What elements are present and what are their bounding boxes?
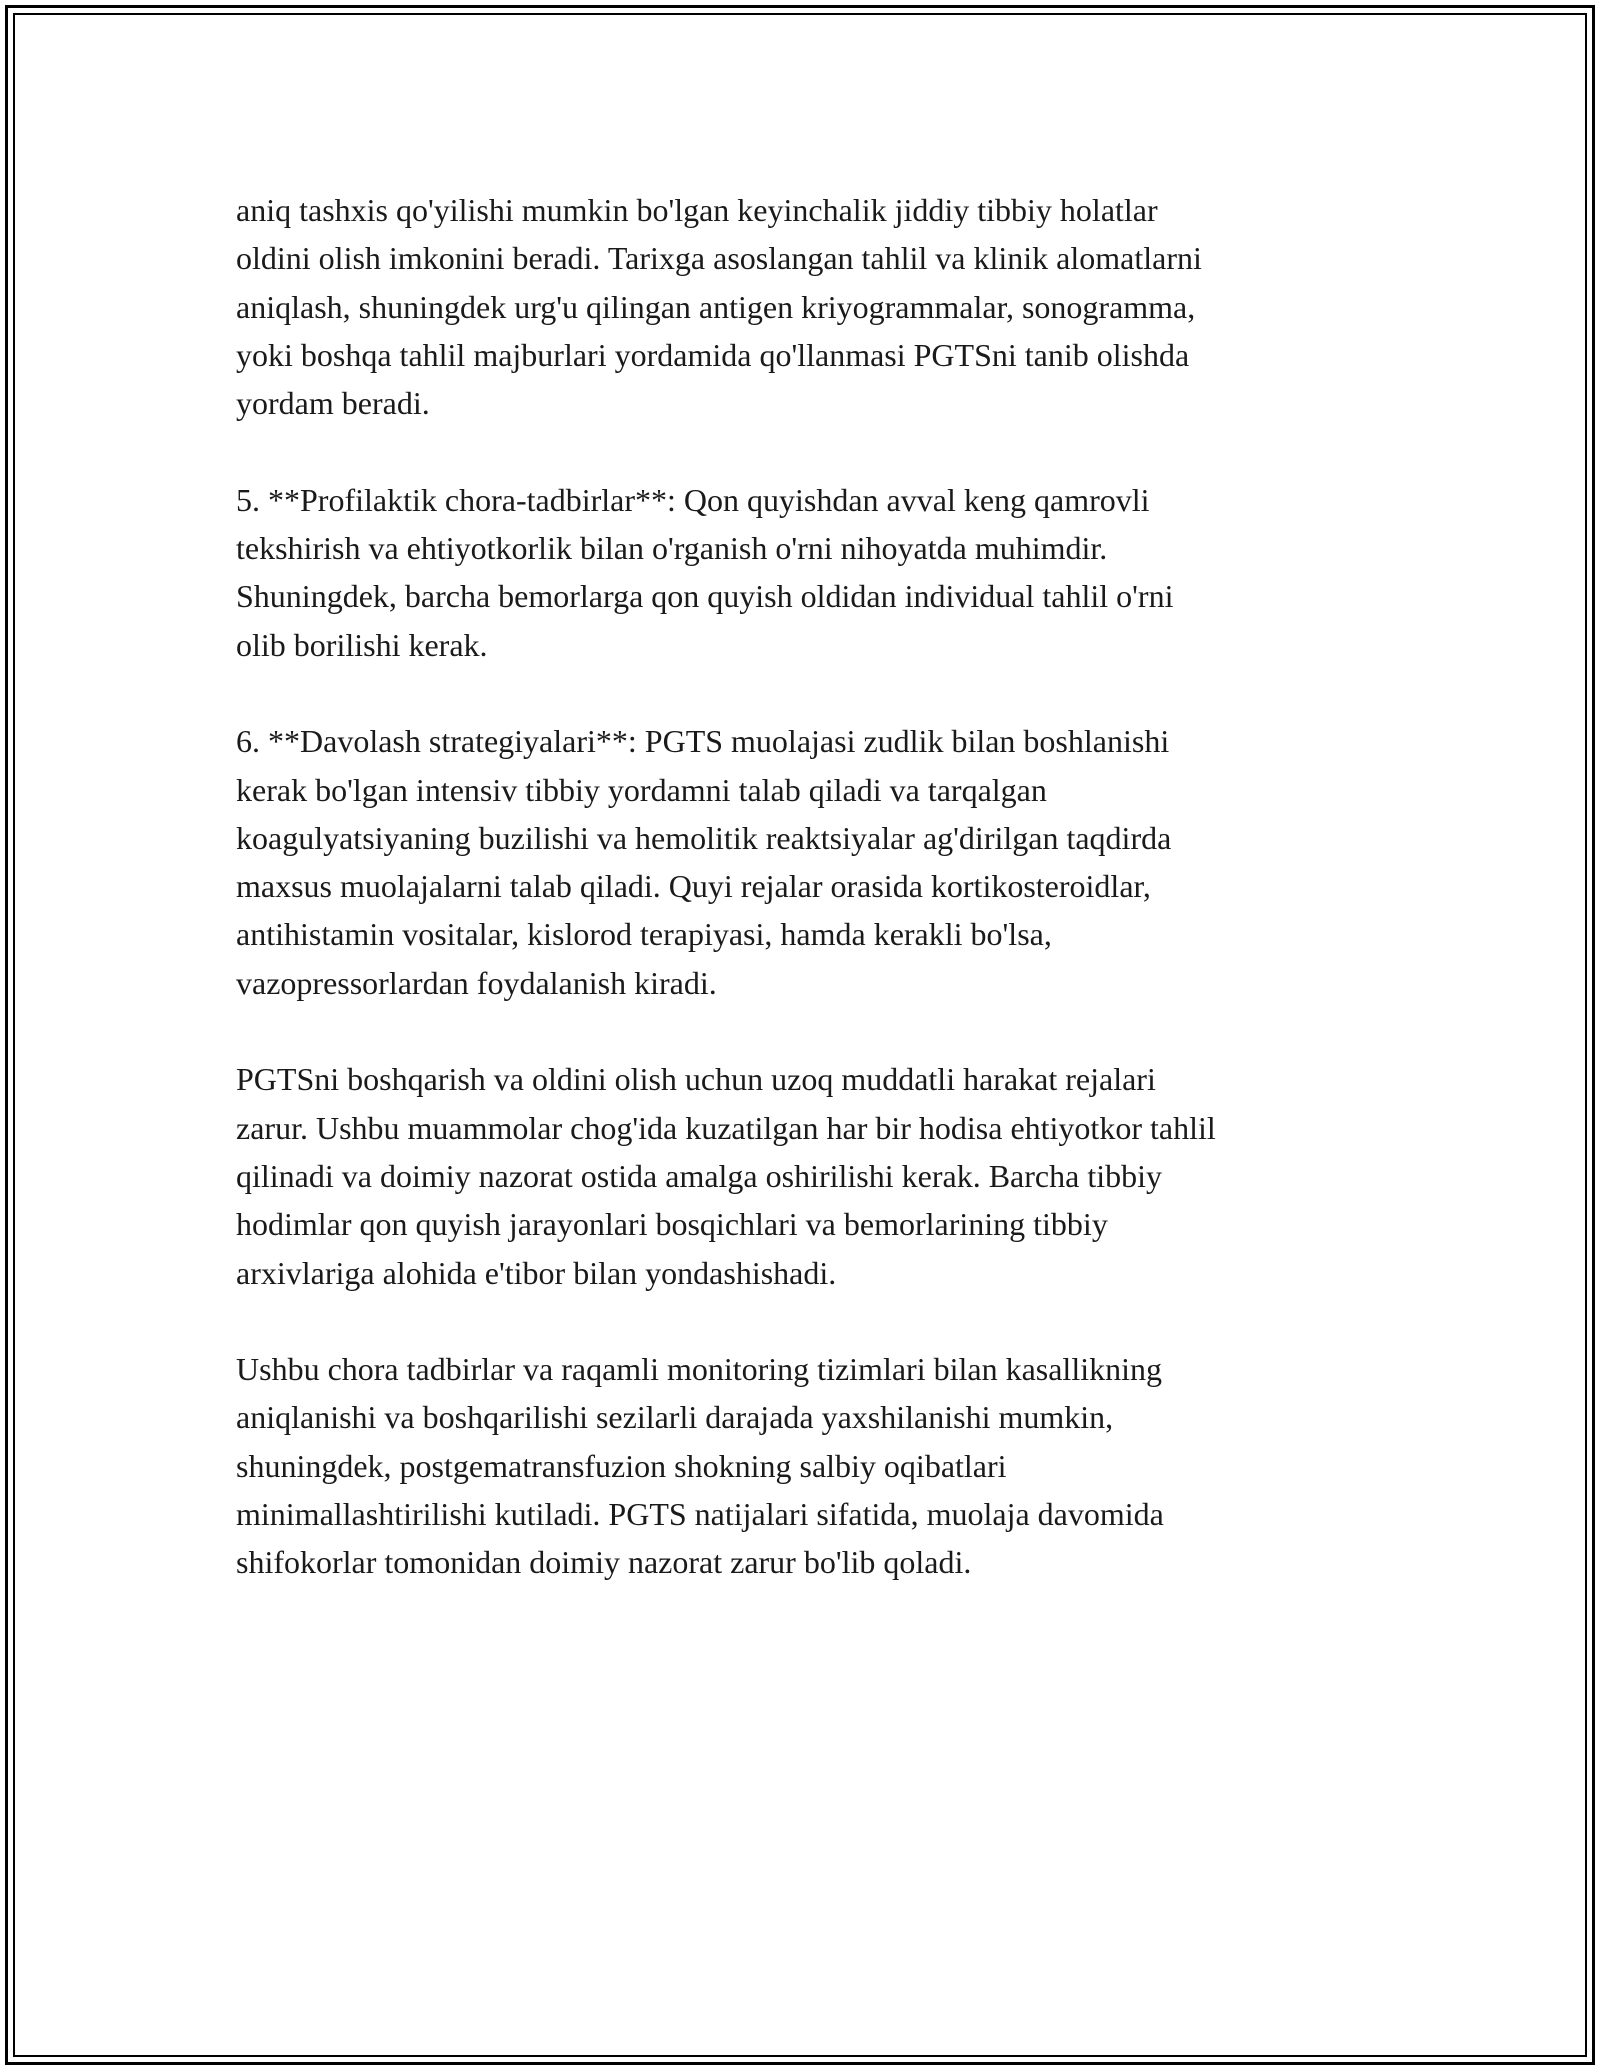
text-line: antihistamin vositalar, kislorod terapiyasi, hamda kerakli bo'lsa,	[236, 916, 1052, 953]
text-line: oldini olish imkonini beradi. Tarixga asoslangan tahlil va klinik alomatlarni	[236, 240, 1202, 277]
text-line: aniqlash, shuningdek urg'u qilingan antigen kriyogrammalar, sonogramma,	[236, 288, 1196, 325]
text-line: shifokorlar tomonidan doimiy nazorat zarur bo'lib qoladi.	[236, 1544, 972, 1581]
text-line: kerak bo'lgan intensiv tibbiy yordamni talab qiladi va tarqalgan	[236, 771, 1047, 808]
text-line: 6. **Davolash strategiyalari**: PGTS muolajasi zudlik bilan boshlanishi	[236, 723, 1170, 760]
text-line: tekshirish va ehtiyotkorlik bilan o'rganish o'rni nihoyatda muhimdir.	[236, 530, 1108, 567]
paragraph-diagnosis-continuation	[236, 186, 1366, 427]
text-line: aniqlanishi va boshqarilishi sezilarli darajada yaxshilanishi mumkin,	[236, 1399, 1114, 1436]
text-line: aniq tashxis qo'yilishi mumkin bo'lgan keyinchalik jiddiy tibbiy holatlar	[236, 192, 1158, 228]
text-line: arxivlariga alohida e'tibor bilan yondashishadi.	[236, 1254, 837, 1291]
text-line: shuningdek, postgematransfuzion shokning salbiy oqibatlari	[236, 1447, 1007, 1484]
text-line: olib borilishi kerak.	[236, 626, 488, 663]
text-line: yoki boshqa tahlil majburlari yordamida qo'llanmasi PGTSni tanib olishda	[236, 336, 1190, 373]
text-line: PGTSni boshqarish va oldini olish uchun uzoq muddatli harakat rejalari	[236, 1061, 1156, 1098]
text-line: Shuningdek, barcha bemorlarga qon quyish oldidan individual tahlil o'rni	[236, 578, 1174, 615]
text-line: Ushbu chora tadbirlar va raqamli monitoring tizimlari bilan kasallikning	[236, 1351, 1162, 1388]
text-line: minimallashtirilishi kutiladi. PGTS natijalari sifatida, muolaja davomida	[236, 1496, 1164, 1533]
paragraph-long-term-management	[236, 1055, 1366, 1296]
paragraph-conclusion	[236, 1345, 1366, 1586]
text-line: zarur. Ushbu muammolar chog'ida kuzatilgan har bir hodisa ehtiyotkor tahlil	[236, 1109, 1216, 1146]
text-line: koagulyatsiyaning buzilishi va hemolitik reaktsiyalar ag'dirilgan taqdirda	[236, 819, 1172, 856]
text-line: 5. **Profilaktik chora-tadbirlar**: Qon quyishdan avval keng qamrovli	[236, 481, 1150, 518]
document-body	[236, 186, 1366, 1635]
text-line: qilinadi va doimiy nazorat ostida amalga oshirilishi kerak. Barcha tibbiy	[236, 1157, 1162, 1194]
text-line: hodimlar qon quyish jarayonlari bosqichlari va bemorlarining tibbiy	[236, 1206, 1108, 1243]
paragraph-treatment-strategies	[236, 717, 1366, 1007]
paragraph-prevention-measures	[236, 476, 1366, 669]
text-line: maxsus muolajalarni talab qiladi. Quyi rejalar orasida kortikosteroidlar,	[236, 868, 1151, 905]
text-line: vazopressorlardan foydalanish kiradi.	[236, 964, 717, 1001]
text-line: yordam beradi.	[236, 385, 430, 422]
